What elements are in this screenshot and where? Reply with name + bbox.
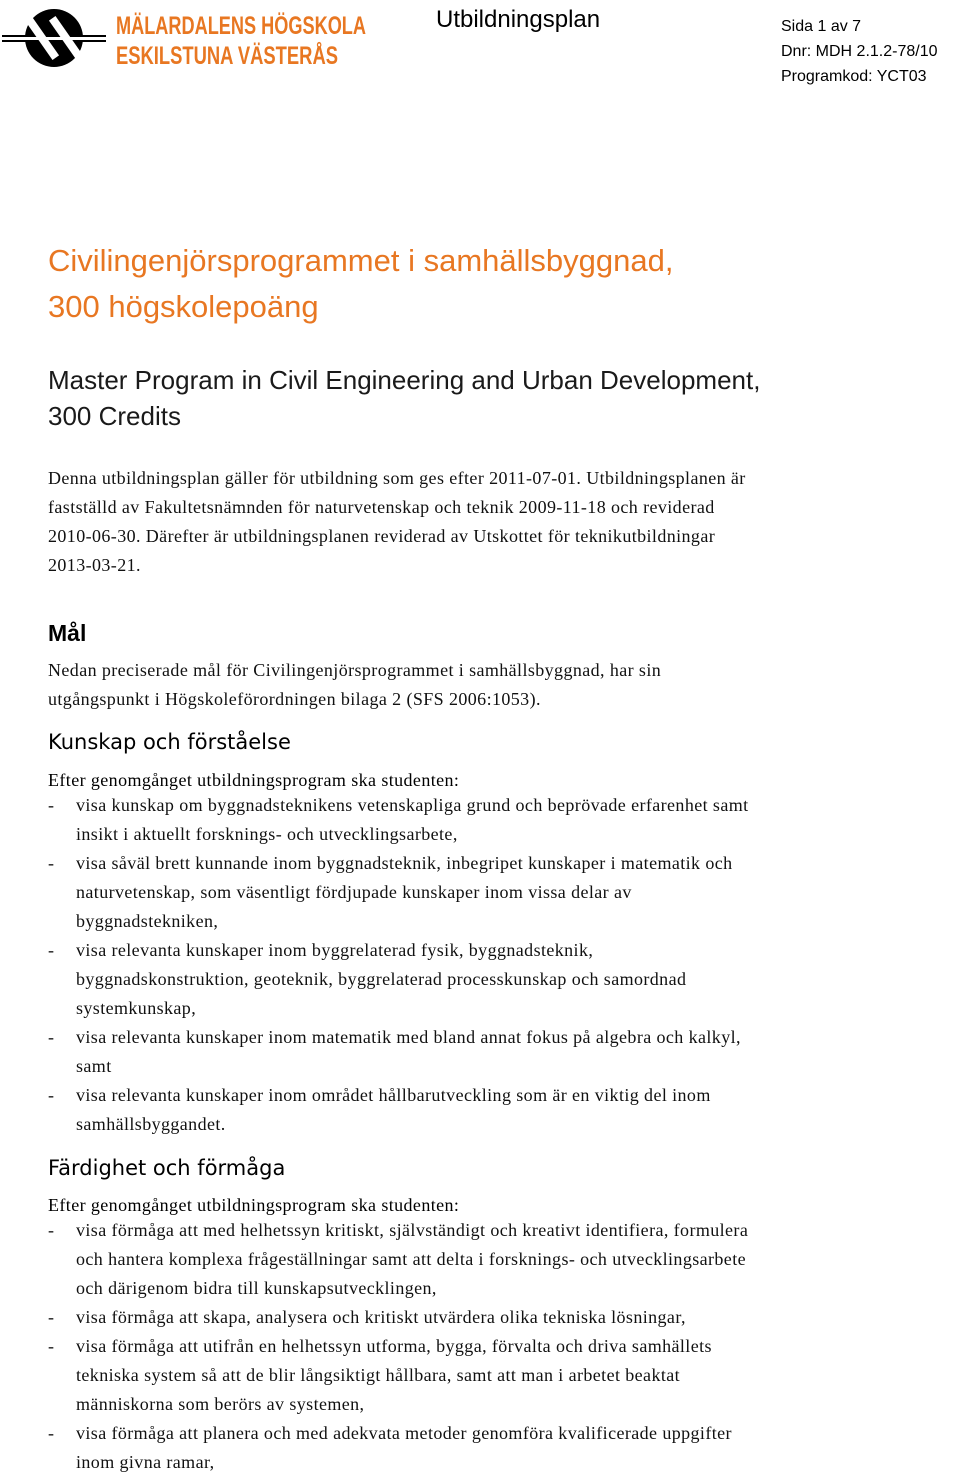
list-item-line: och hantera komplexa frågeställningar samt att delta i forsknings- och utvecklingsarbete xyxy=(76,1249,746,1269)
list-item-line: - visa relevanta kunskaper inom byggrelaterad fysik, byggnadsteknik, xyxy=(76,940,594,960)
validity-line: 2010-06-30. Därefter är utbildningsplanen reviderad av Utskottet för teknikutbildningar xyxy=(48,526,716,546)
program-title xyxy=(48,238,673,330)
logo-text-line1: MÄLARDALENS HÖGSKOLA xyxy=(116,12,461,40)
english-program-title xyxy=(48,362,760,434)
list-item xyxy=(0,1216,960,1303)
list-item-line: - visa kunskap om byggnadsteknikens vetenskapliga grund och beprövade erfarenhet samt xyxy=(76,795,749,815)
list-item-line: - visa förmåga att utifrån en helhetssyn utforma, bygga, förvalta och driva samhällets xyxy=(76,1336,712,1356)
list-item-line: - visa relevanta kunskaper inom matematik med bland annat fokus på algebra och kalkyl, xyxy=(76,1027,741,1047)
validity-line: fastställd av Fakultetsnämnden för naturvetenskap och teknik 2009-11-18 och reviderad xyxy=(48,497,715,517)
university-logo xyxy=(0,4,461,70)
list-item-line: människorna som berörs av systemen, xyxy=(76,1394,365,1414)
knowledge-heading: Kunskap och förståelse xyxy=(48,730,291,754)
program-code: Programkod: YCT03 xyxy=(781,68,927,85)
document-type-title: Utbildningsplan xyxy=(436,6,601,33)
list-item xyxy=(0,1419,960,1477)
knowledge-list xyxy=(0,791,960,1139)
list-item xyxy=(0,1023,960,1081)
logo-text-line2: ESKILSTUNA VÄSTERÅS xyxy=(116,42,418,70)
knowledge-intro: Efter genomgånget utbildningsprogram ska studenten: xyxy=(48,770,460,790)
list-item xyxy=(0,1303,960,1332)
list-item-line: samt xyxy=(76,1056,112,1076)
validity-line: 2013-03-21. xyxy=(48,555,141,575)
list-item-line: insikt i aktuellt forsknings- och utvecklingsarbete, xyxy=(76,824,458,844)
goals-intro-line: utgångspunkt i Högskoleförordningen bilaga 2 (SFS 2006:1053). xyxy=(48,689,541,709)
list-item xyxy=(0,791,960,849)
skills-heading: Färdighet och förmåga xyxy=(48,1156,286,1180)
list-item-line: - visa såväl brett kunnande inom byggnadsteknik, inbegripet kunskaper i matematik och xyxy=(76,853,733,873)
list-item xyxy=(0,1081,960,1139)
page-number: Sida 1 av 7 xyxy=(781,18,862,35)
list-item-line: byggnadstekniken, xyxy=(76,911,219,931)
registration-number: Dnr: MDH 2.1.2-78/10 xyxy=(781,43,938,60)
skills-intro: Efter genomgånget utbildningsprogram ska studenten: xyxy=(48,1195,460,1215)
list-item-line: och därigenom bidra till kunskapsutvecklingen, xyxy=(76,1278,437,1298)
list-item-line: systemkunskap, xyxy=(76,998,197,1018)
list-item-line: - visa förmåga att planera och med adekvata metoder genomföra kvalificerade uppgifter xyxy=(76,1423,732,1443)
goals-intro-line: Nedan preciserade mål för Civilingenjörsprogrammet i samhällsbyggnad, har sin xyxy=(48,660,662,680)
list-item-line: samhällsbyggandet. xyxy=(76,1114,226,1134)
list-item-line: naturvetenskap, som väsentligt fördjupade kunskaper inom vissa delar av xyxy=(76,882,632,902)
list-item xyxy=(0,849,960,936)
list-item-line: - visa förmåga att med helhetssyn kritiskt, självständigt och kreativt identifiera, formulera xyxy=(76,1220,749,1240)
skills-list xyxy=(0,1216,960,1477)
list-item-line: byggnadskonstruktion, geoteknik, byggrelaterad processkunskap och samordnad xyxy=(76,969,687,989)
list-item xyxy=(0,1332,960,1419)
list-item-line: tekniska system så att de blir långsiktigt hållbara, samt att man i arbetet beaktat xyxy=(76,1365,681,1385)
validity-line: Denna utbildningsplan gäller för utbildning som ges efter 2011-07-01. Utbildningsplanen är xyxy=(48,468,746,488)
program-title-line2: 300 högskolepoäng xyxy=(48,289,319,324)
validity-paragraph xyxy=(48,464,948,580)
goals-intro xyxy=(48,656,948,714)
document-meta xyxy=(781,14,938,89)
goals-heading: Mål xyxy=(48,620,87,646)
english-title-line2: 300 Credits xyxy=(48,401,181,431)
page-header xyxy=(0,0,960,90)
list-item-line: - visa relevanta kunskaper inom området hållbarutveckling som är en viktig del inom xyxy=(76,1085,711,1105)
english-title-line1: Master Program in Civil Engineering and Urban Development, xyxy=(48,365,761,395)
list-item-line: inom givna ramar, xyxy=(76,1452,215,1472)
list-item xyxy=(0,936,960,1023)
program-title-line1: Civilingenjörsprogrammet i samhällsbyggnad, xyxy=(48,243,674,278)
list-item-line: - visa förmåga att skapa, analysera och kritiskt utvärdera olika tekniska lösningar, xyxy=(76,1307,686,1327)
mdh-emblem-icon xyxy=(2,9,106,67)
